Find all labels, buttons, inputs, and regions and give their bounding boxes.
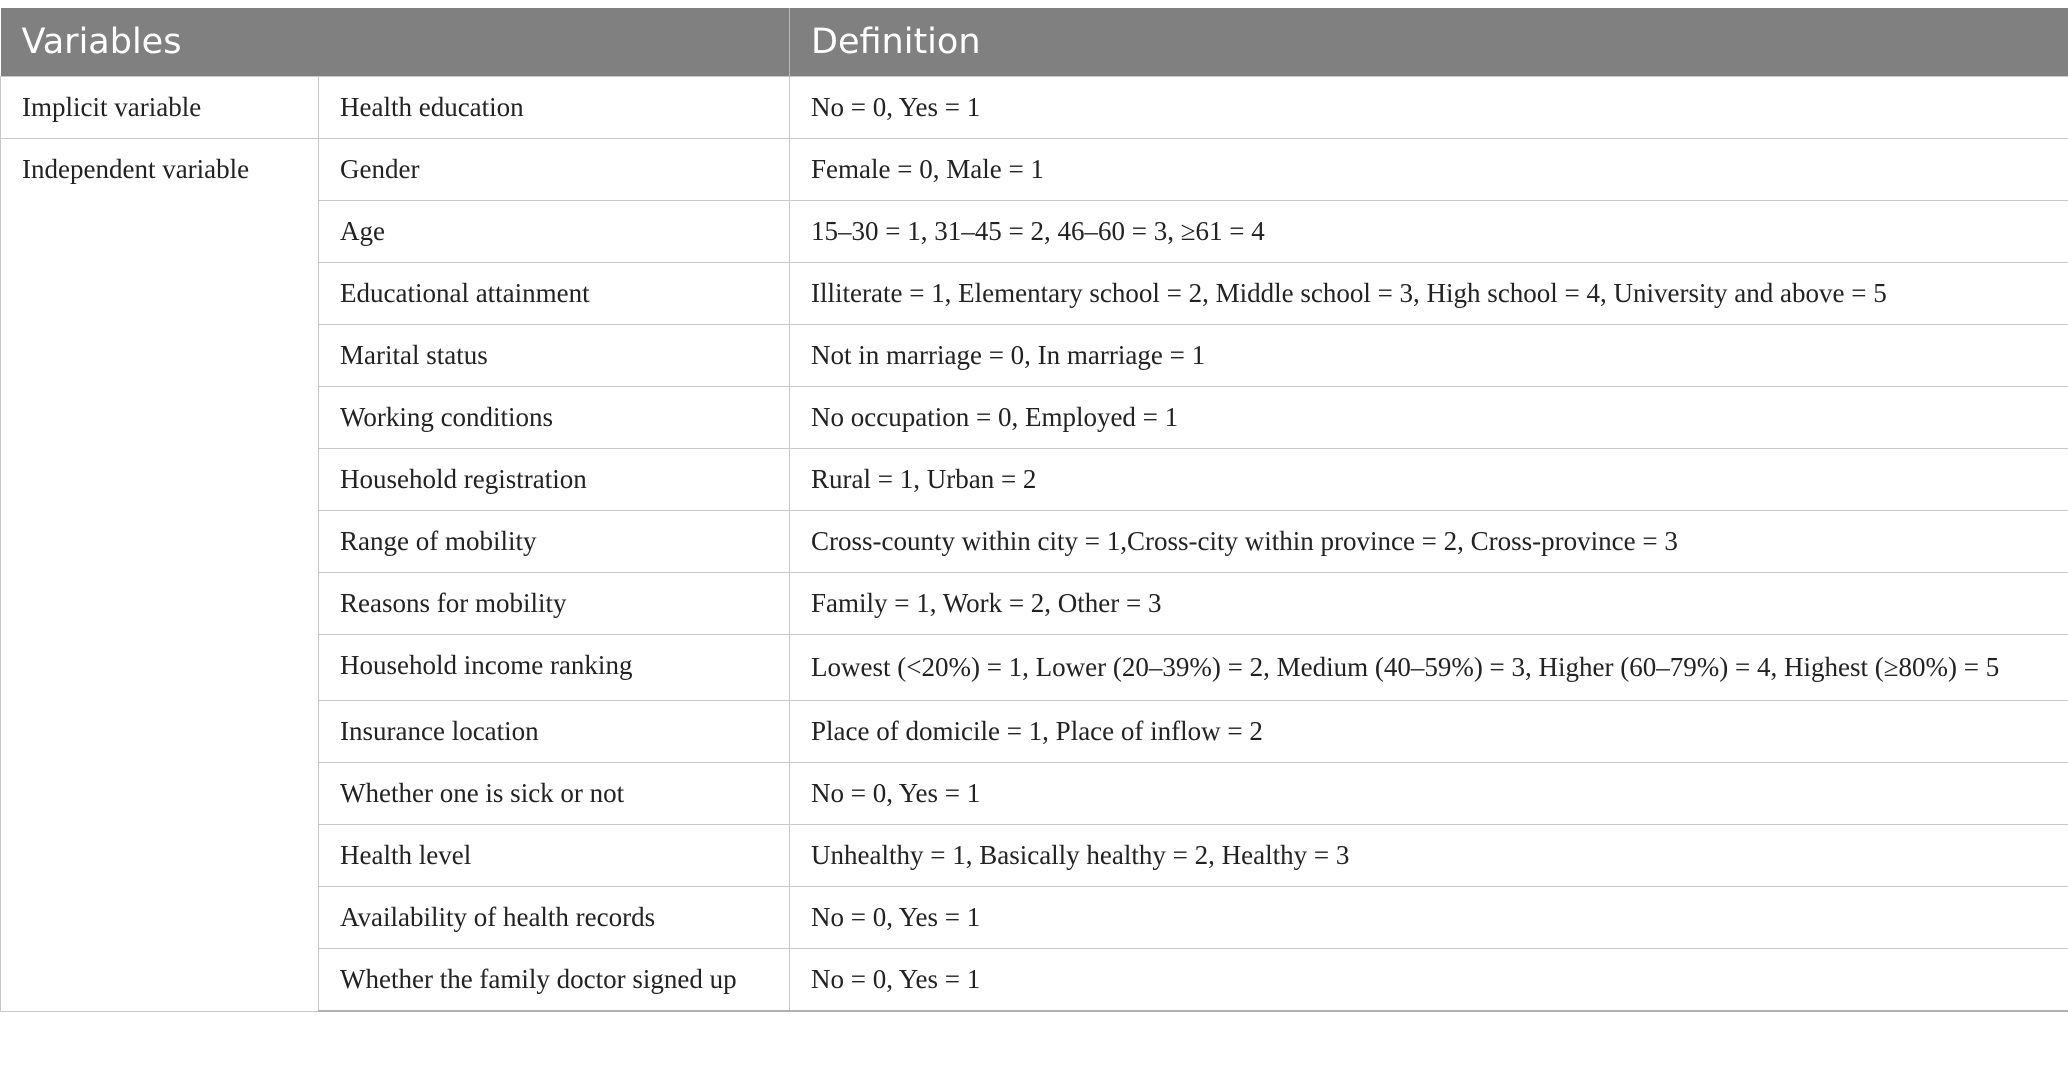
variable-cell: Range of mobility (319, 511, 790, 573)
variable-cell: Availability of health records (319, 887, 790, 949)
variable-cell: Reasons for mobility (319, 573, 790, 635)
definition-cell: Not in marriage = 0, In marriage = 1 (790, 325, 2068, 387)
definition-cell: No = 0, Yes = 1 (790, 887, 2068, 949)
variable-cell: Whether the family doctor signed up (319, 949, 790, 1012)
header-variables: Variables (1, 8, 790, 77)
definition-cell: Cross-county within city = 1,Cross-city within province = 2, Cross-province = 3 (790, 511, 2068, 573)
definition-cell: No occupation = 0, Employed = 1 (790, 387, 2068, 449)
group-label-independent: Independent variable (1, 139, 319, 1012)
variable-cell: Gender (319, 139, 790, 201)
definition-cell: Female = 0, Male = 1 (790, 139, 2068, 201)
definition-cell: 15–30 = 1, 31–45 = 2, 46–60 = 3, ≥61 = 4 (790, 201, 2068, 263)
variable-cell: Whether one is sick or not (319, 763, 790, 825)
table-row (1, 77, 2068, 139)
definition-cell: Illiterate = 1, Elementary school = 2, Middle school = 3, High school = 4, University and above = 5 (790, 263, 2068, 325)
definition-cell: Unhealthy = 1, Basically healthy = 2, Healthy = 3 (790, 825, 2068, 887)
definition-cell: Family = 1, Work = 2, Other = 3 (790, 573, 2068, 635)
variable-cell: Educational attainment (319, 263, 790, 325)
variable-cell: Insurance location (319, 701, 790, 763)
variable-cell: Household registration (319, 449, 790, 511)
definition-cell: No = 0, Yes = 1 (790, 763, 2068, 825)
variable-cell: Health level (319, 825, 790, 887)
table-row (1, 139, 2068, 201)
variable-cell: Health education (319, 77, 790, 139)
variable-cell: Marital status (319, 325, 790, 387)
variable-cell: Working conditions (319, 387, 790, 449)
table-header-row (1, 8, 2068, 77)
variables-definition-table (0, 8, 2068, 1012)
variable-cell: Household income ranking (319, 635, 790, 701)
variable-cell: Age (319, 201, 790, 263)
definition-cell: Place of domicile = 1, Place of inflow = 2 (790, 701, 2068, 763)
definition-cell: No = 0, Yes = 1 (790, 949, 2068, 1012)
group-label-implicit: Implicit variable (1, 77, 319, 139)
definition-cell: Lowest (<20%) = 1, Lower (20–39%) = 2, Medium (40–59%) = 3, Higher (60–79%) = 4, Highest (≥80%) = 5 (790, 635, 2068, 701)
header-definition: Definition (790, 8, 2068, 77)
definition-cell: No = 0, Yes = 1 (790, 77, 2068, 139)
definition-cell: Rural = 1, Urban = 2 (790, 449, 2068, 511)
